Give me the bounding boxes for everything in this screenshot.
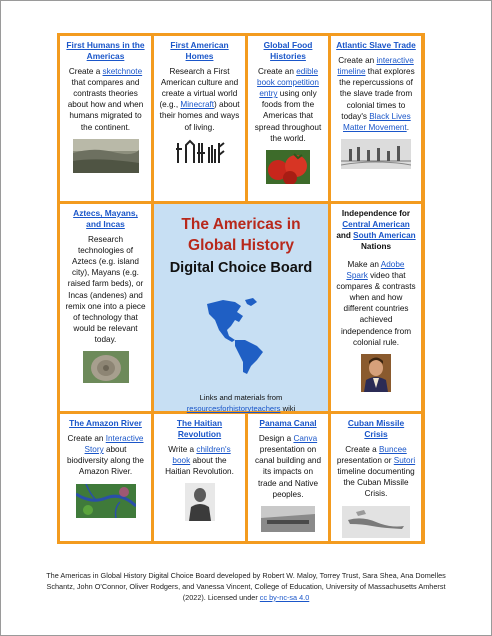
text-segment: Independence for bbox=[341, 209, 411, 218]
text-segment: presentation or bbox=[336, 456, 394, 465]
cell-global-food bbox=[248, 36, 328, 201]
petroglyph-drawing bbox=[174, 139, 226, 167]
cell-haiti bbox=[154, 414, 245, 541]
cell-panama bbox=[248, 414, 328, 541]
blm-link[interactable]: Black Lives Matter Movement bbox=[343, 111, 411, 132]
text-segment: Create a bbox=[68, 66, 103, 76]
text-segment: video that compares & contrasts when and how different countries achieved independence from colonial rule. bbox=[336, 270, 416, 347]
text-segment: that explores the repercussions of the slave trade from colonial times to today's bbox=[339, 67, 415, 121]
cell-title-global-food[interactable]: Global Food Histories bbox=[263, 40, 313, 61]
text-segment: Create a bbox=[345, 444, 379, 454]
footer-attribution bbox=[40, 571, 452, 604]
credits bbox=[162, 392, 320, 415]
license-link[interactable]: cc by-nc-sa 4.0 bbox=[259, 592, 310, 602]
footer-text: The Americas in Global History Digital Choice Board developed by Robert W. Maloy, Torrey Trust, Sara Shea, Ana Domelles Schantz, John O'Connor, Oliver Rodgers, and Vanessa Vincent, College of Education, University of Massachusetts Amherst (2022). Licensed under bbox=[46, 571, 446, 602]
cell-title-amazon[interactable]: The Amazon River bbox=[69, 418, 142, 428]
cuba-map-image bbox=[342, 506, 410, 538]
text-segment: about the Haitian Revolution. bbox=[165, 456, 234, 477]
aztec-stone-photo bbox=[83, 351, 129, 383]
text-segment: Design a bbox=[258, 433, 294, 443]
resources-link[interactable]: resourcesforhistoryteachers bbox=[186, 404, 281, 414]
cell-body-aztecs: Research technologies of Aztecs (e.g. island city), Mayans (e.g. raised farm beds), or Incas (andenes) and remix one into a piece of technology that would be relevant today. bbox=[65, 234, 146, 345]
cell-title-first-humans[interactable]: First Humans in the Americas bbox=[66, 40, 145, 61]
text-segment: Create an bbox=[338, 55, 377, 65]
text-segment: Nations bbox=[360, 242, 392, 252]
canva-link[interactable]: Canva bbox=[293, 433, 318, 443]
text-segment: Create an bbox=[67, 433, 106, 443]
board-subtitle: Digital Choice Board bbox=[169, 259, 313, 276]
childrens-book-link[interactable]: children's book bbox=[172, 444, 231, 465]
cell-title-cuban[interactable]: Cuban Missile Crisis bbox=[347, 418, 405, 439]
landscape-photo bbox=[73, 139, 139, 173]
cell-body-amazon bbox=[65, 433, 146, 478]
text-segment: that compares and contrasts theories about how and when humans migrated to the continent. bbox=[67, 78, 144, 132]
cell-body-cuban bbox=[336, 444, 416, 500]
text-segment: Make an bbox=[347, 259, 381, 269]
cell-body-haiti bbox=[159, 444, 240, 477]
cell-title-panama[interactable]: Panama Canal bbox=[259, 418, 317, 428]
text-segment: Write a bbox=[168, 444, 197, 454]
cell-body-global-food bbox=[253, 66, 323, 144]
cell-body-first-humans bbox=[65, 66, 146, 133]
edible-book-link[interactable]: edible book competition entry bbox=[257, 66, 319, 99]
sutori-link[interactable]: Sutori bbox=[393, 456, 416, 465]
text-segment: Create an bbox=[257, 66, 297, 76]
cell-first-homes bbox=[154, 36, 245, 201]
text-segment: using only foods from the Americas that spread throughout the world. bbox=[254, 89, 322, 143]
buncee-link[interactable]: Buncee bbox=[378, 444, 407, 454]
cell-title-slave-trade[interactable]: Atlantic Slave Trade bbox=[336, 40, 416, 50]
credits-suffix: wiki bbox=[280, 404, 296, 414]
adobe-spark-link[interactable]: Adobe Spark bbox=[346, 259, 405, 280]
historic-engraving bbox=[341, 139, 411, 169]
text-segment: Research a First American culture and create a virtual world (e.g., bbox=[159, 66, 239, 110]
portrait-painting bbox=[361, 354, 391, 392]
canal-photo bbox=[261, 506, 315, 532]
cell-body-first-homes bbox=[159, 66, 240, 133]
interactive-timeline-link[interactable]: interactive timeline bbox=[337, 55, 414, 77]
text-segment: timeline documenting the Cuban Missile Crisis. bbox=[337, 467, 415, 499]
cell-title-independence bbox=[336, 208, 416, 253]
text-segment: and bbox=[336, 231, 354, 241]
text-segment: . bbox=[406, 122, 409, 132]
amazon-satellite-image bbox=[76, 484, 136, 518]
sketchnote-link[interactable]: sketchnote bbox=[102, 66, 143, 76]
choice-board bbox=[57, 33, 425, 544]
south-american-link[interactable]: South American bbox=[353, 231, 416, 241]
text-segment: presentation on canal building and its impacts on trade and Native peoples. bbox=[254, 445, 321, 499]
minecraft-link[interactable]: Minecraft bbox=[180, 100, 215, 110]
cell-cuban bbox=[331, 414, 421, 541]
haitian-leader-portrait bbox=[185, 483, 215, 521]
cell-aztecs bbox=[60, 204, 151, 411]
cell-slave-trade bbox=[331, 36, 421, 201]
board-title: The Americas in Global History bbox=[181, 216, 301, 255]
cell-independence bbox=[331, 204, 421, 411]
center-panel bbox=[154, 204, 328, 414]
text-segment: about biodiversity along the Amazon River. bbox=[67, 445, 144, 477]
cell-body-independence bbox=[336, 259, 416, 348]
credits-line: Links and materials from bbox=[199, 393, 283, 403]
cell-title-first-homes[interactable]: First American Homes bbox=[170, 40, 229, 61]
cell-body-slave-trade bbox=[336, 55, 416, 133]
tomatoes-photo bbox=[266, 150, 310, 184]
cell-title-aztecs[interactable]: Aztecs, Mayans, and Incas bbox=[73, 208, 138, 229]
cell-title-haiti[interactable]: The Haitian Revolution bbox=[176, 418, 223, 439]
interactive-story-link[interactable]: Interactive Story bbox=[84, 433, 144, 455]
cell-body-panama bbox=[253, 433, 323, 500]
cell-amazon bbox=[60, 414, 151, 541]
text-segment: ) about their homes and ways of living. bbox=[159, 100, 240, 132]
americas-map bbox=[201, 296, 281, 376]
central-american-link[interactable]: Central American bbox=[342, 220, 410, 230]
cell-first-humans bbox=[60, 36, 151, 201]
